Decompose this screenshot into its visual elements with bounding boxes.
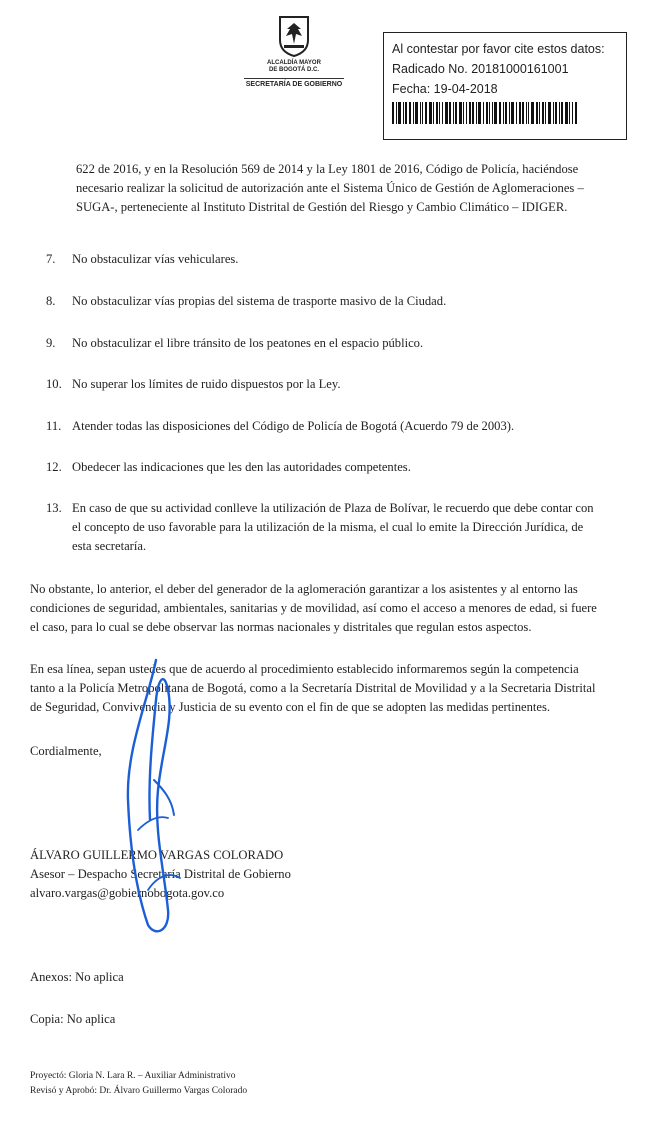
barcode-bar xyxy=(505,102,507,124)
item-number: 9. xyxy=(46,336,56,350)
barcode-bar xyxy=(405,102,407,124)
letterhead-seal xyxy=(238,14,350,88)
barcode-bar xyxy=(561,102,563,124)
barcode-bar xyxy=(478,102,481,124)
barcode-bar xyxy=(413,102,414,124)
barcode-bar xyxy=(472,102,474,124)
barcode-bar xyxy=(516,102,517,124)
barcode-bar xyxy=(542,102,544,124)
item-text: No superar los límites de ruido dispuestos por la Ley. xyxy=(72,377,341,391)
barcode-bar xyxy=(415,102,418,124)
item-number: 12. xyxy=(46,460,62,474)
barcode xyxy=(392,102,618,124)
barcode-bar xyxy=(449,102,451,124)
barcode-bar xyxy=(469,102,471,124)
barcode-bar xyxy=(545,102,546,124)
barcode-bar xyxy=(555,102,557,124)
barcode-bar xyxy=(445,102,448,124)
paragraph-line: condiciones de seguridad, ambientales, sanitarias y de movilidad, así como el acceso a menores de edad, si fuere xyxy=(30,601,597,615)
seal-line2: DE BOGOTÁ D.C. xyxy=(268,67,319,73)
signer-name: ÁLVARO GUILLERMO VARGAS COLORADO xyxy=(30,848,284,862)
item-text: No obstaculizar vías propias del sistema de trasporte masivo de la Ciudad. xyxy=(72,294,447,308)
footer-proyecto: Proyectó: Gloria N. Lara R. – Auxiliar Administrativo xyxy=(30,1071,236,1081)
barcode-bar xyxy=(509,102,510,124)
barcode-bar xyxy=(409,102,411,124)
barcode-bar xyxy=(486,102,488,124)
barcode-bar xyxy=(433,102,434,124)
seal-divider xyxy=(244,78,344,79)
item-number: 11. xyxy=(46,419,62,433)
barcode-bar xyxy=(455,102,457,124)
barcode-bar xyxy=(503,102,504,124)
radicado-stamp xyxy=(383,32,627,140)
barcode-bar xyxy=(422,102,423,124)
barcode-bar xyxy=(429,102,432,124)
paragraph-line: No obstante, lo anterior, el deber del generador de la aglomeración garantizar a los asistentes y al entorno las xyxy=(30,582,578,596)
barcode-bar xyxy=(528,102,529,124)
intro-line: 622 de 2016, y en la Resolución 569 de 2014 y la Ley 1801 de 2016, Código de Policía, haciéndose xyxy=(76,162,579,176)
signer-block xyxy=(30,846,430,903)
paragraph-line: el caso, para lo cual se debe observar las normas nacionales y distritales que regulan estos aspectos. xyxy=(30,620,532,634)
paragraph-line: de Seguridad, Convivencia y Justicia de su evento con el fin de que se adopten las medidas pertinentes. xyxy=(30,700,551,714)
paragraph-line: tanto a la Policía Metropolitana de Bogotá, como a la Secretaría Distrital de Movilidad y a la Secretaria Distrital xyxy=(30,681,596,695)
barcode-bar xyxy=(466,102,467,124)
barcode-bar xyxy=(553,102,554,124)
stamp-fecha: Fecha: 19-04-2018 xyxy=(392,82,498,96)
barcode-bar xyxy=(536,102,538,124)
seal-line1: ALCALDÍA MAYOR xyxy=(267,60,321,66)
item-number: 10. xyxy=(46,377,62,391)
barcode-bar xyxy=(436,102,438,124)
barcode-bar xyxy=(442,102,443,124)
intro-line: necesario realizar la solicitud de autorización ante el Sistema Único de Gestión de Aglomeraciones – xyxy=(76,181,584,195)
stamp-line1: Al contestar por favor cite estos datos: xyxy=(392,42,605,56)
item-number: 7. xyxy=(46,252,56,266)
intro-paragraph xyxy=(76,160,606,217)
coat-of-arms-icon xyxy=(276,14,312,58)
item-text: En caso de que su actividad conlleve la utilización de Plaza de Bolívar, le recuerdo que debe contar con xyxy=(72,501,594,515)
copia: Copia: No aplica xyxy=(30,1012,116,1026)
barcode-bar xyxy=(559,102,560,124)
barcode-bar xyxy=(511,102,514,124)
barcode-bar xyxy=(569,102,570,124)
barcode-bar xyxy=(499,102,501,124)
barcode-bar xyxy=(396,102,397,124)
seal-line3: SECRETARÍA DE GOBIERNO xyxy=(245,81,343,88)
item-text: esta secretaría. xyxy=(72,539,147,553)
barcode-bar xyxy=(572,102,573,124)
item-text: Atender todas las disposiciones del Código de Policía de Bogotá (Acuerdo 79 de 2003). xyxy=(72,419,515,433)
item-text: No obstaculizar vías vehiculares. xyxy=(72,252,239,266)
barcode-bar xyxy=(420,102,421,124)
barcode-bar xyxy=(489,102,490,124)
handwritten-signature xyxy=(108,640,218,940)
barcode-bar xyxy=(476,102,477,124)
barcode-bar xyxy=(531,102,534,124)
barcode-bar xyxy=(453,102,454,124)
barcode-bar xyxy=(565,102,568,124)
barcode-bar xyxy=(522,102,524,124)
barcode-bar xyxy=(575,102,577,124)
stamp-radicado: Radicado No. 20181000161001 xyxy=(392,62,569,76)
item-text: No obstaculizar el libre tránsito de los peatones en el espacio público. xyxy=(72,336,424,350)
closing: Cordialmente, xyxy=(30,744,102,758)
barcode-bar xyxy=(403,102,404,124)
item-text: Obedecer las indicaciones que les den las autoridades competentes. xyxy=(72,460,411,474)
barcode-bar xyxy=(459,102,462,124)
barcode-bar xyxy=(392,102,394,124)
barcode-bar xyxy=(483,102,484,124)
barcode-bar xyxy=(548,102,551,124)
paragraph-no-obstante xyxy=(30,580,620,637)
barcode-bar xyxy=(492,102,493,124)
barcode-bar xyxy=(519,102,521,124)
paragraph-line: En esa línea, sepan ustedes que de acuerdo al procedimiento establecido informaremos según la competencia xyxy=(30,662,579,676)
signer-email: alvaro.vargas@gobiernobogota.gov.co xyxy=(30,886,225,900)
item-text: el concepto de uso favorable para la utilización de la misma, el cual lo emite la Dirección Jurídica, de xyxy=(72,520,584,534)
signer-role: Asesor – Despacho Secretaría Distrital de Gobierno xyxy=(30,867,291,881)
barcode-bar xyxy=(439,102,440,124)
anexos: Anexos: No aplica xyxy=(30,970,124,984)
item-number: 8. xyxy=(46,294,56,308)
barcode-bar xyxy=(526,102,527,124)
barcode-bar xyxy=(494,102,497,124)
footer-reviso: Revisó y Aprobó: Dr. Álvaro Guillermo Vargas Colorado xyxy=(30,1086,248,1096)
intro-line: SUGA-, perteneciente al Instituto Distrital de Gestión del Riesgo y Cambio Climático – IDIGER. xyxy=(76,200,568,214)
barcode-bar xyxy=(463,102,464,124)
barcode-bar xyxy=(539,102,540,124)
barcode-bar xyxy=(398,102,401,124)
item-number: 13. xyxy=(46,501,62,515)
barcode-bar xyxy=(425,102,427,124)
